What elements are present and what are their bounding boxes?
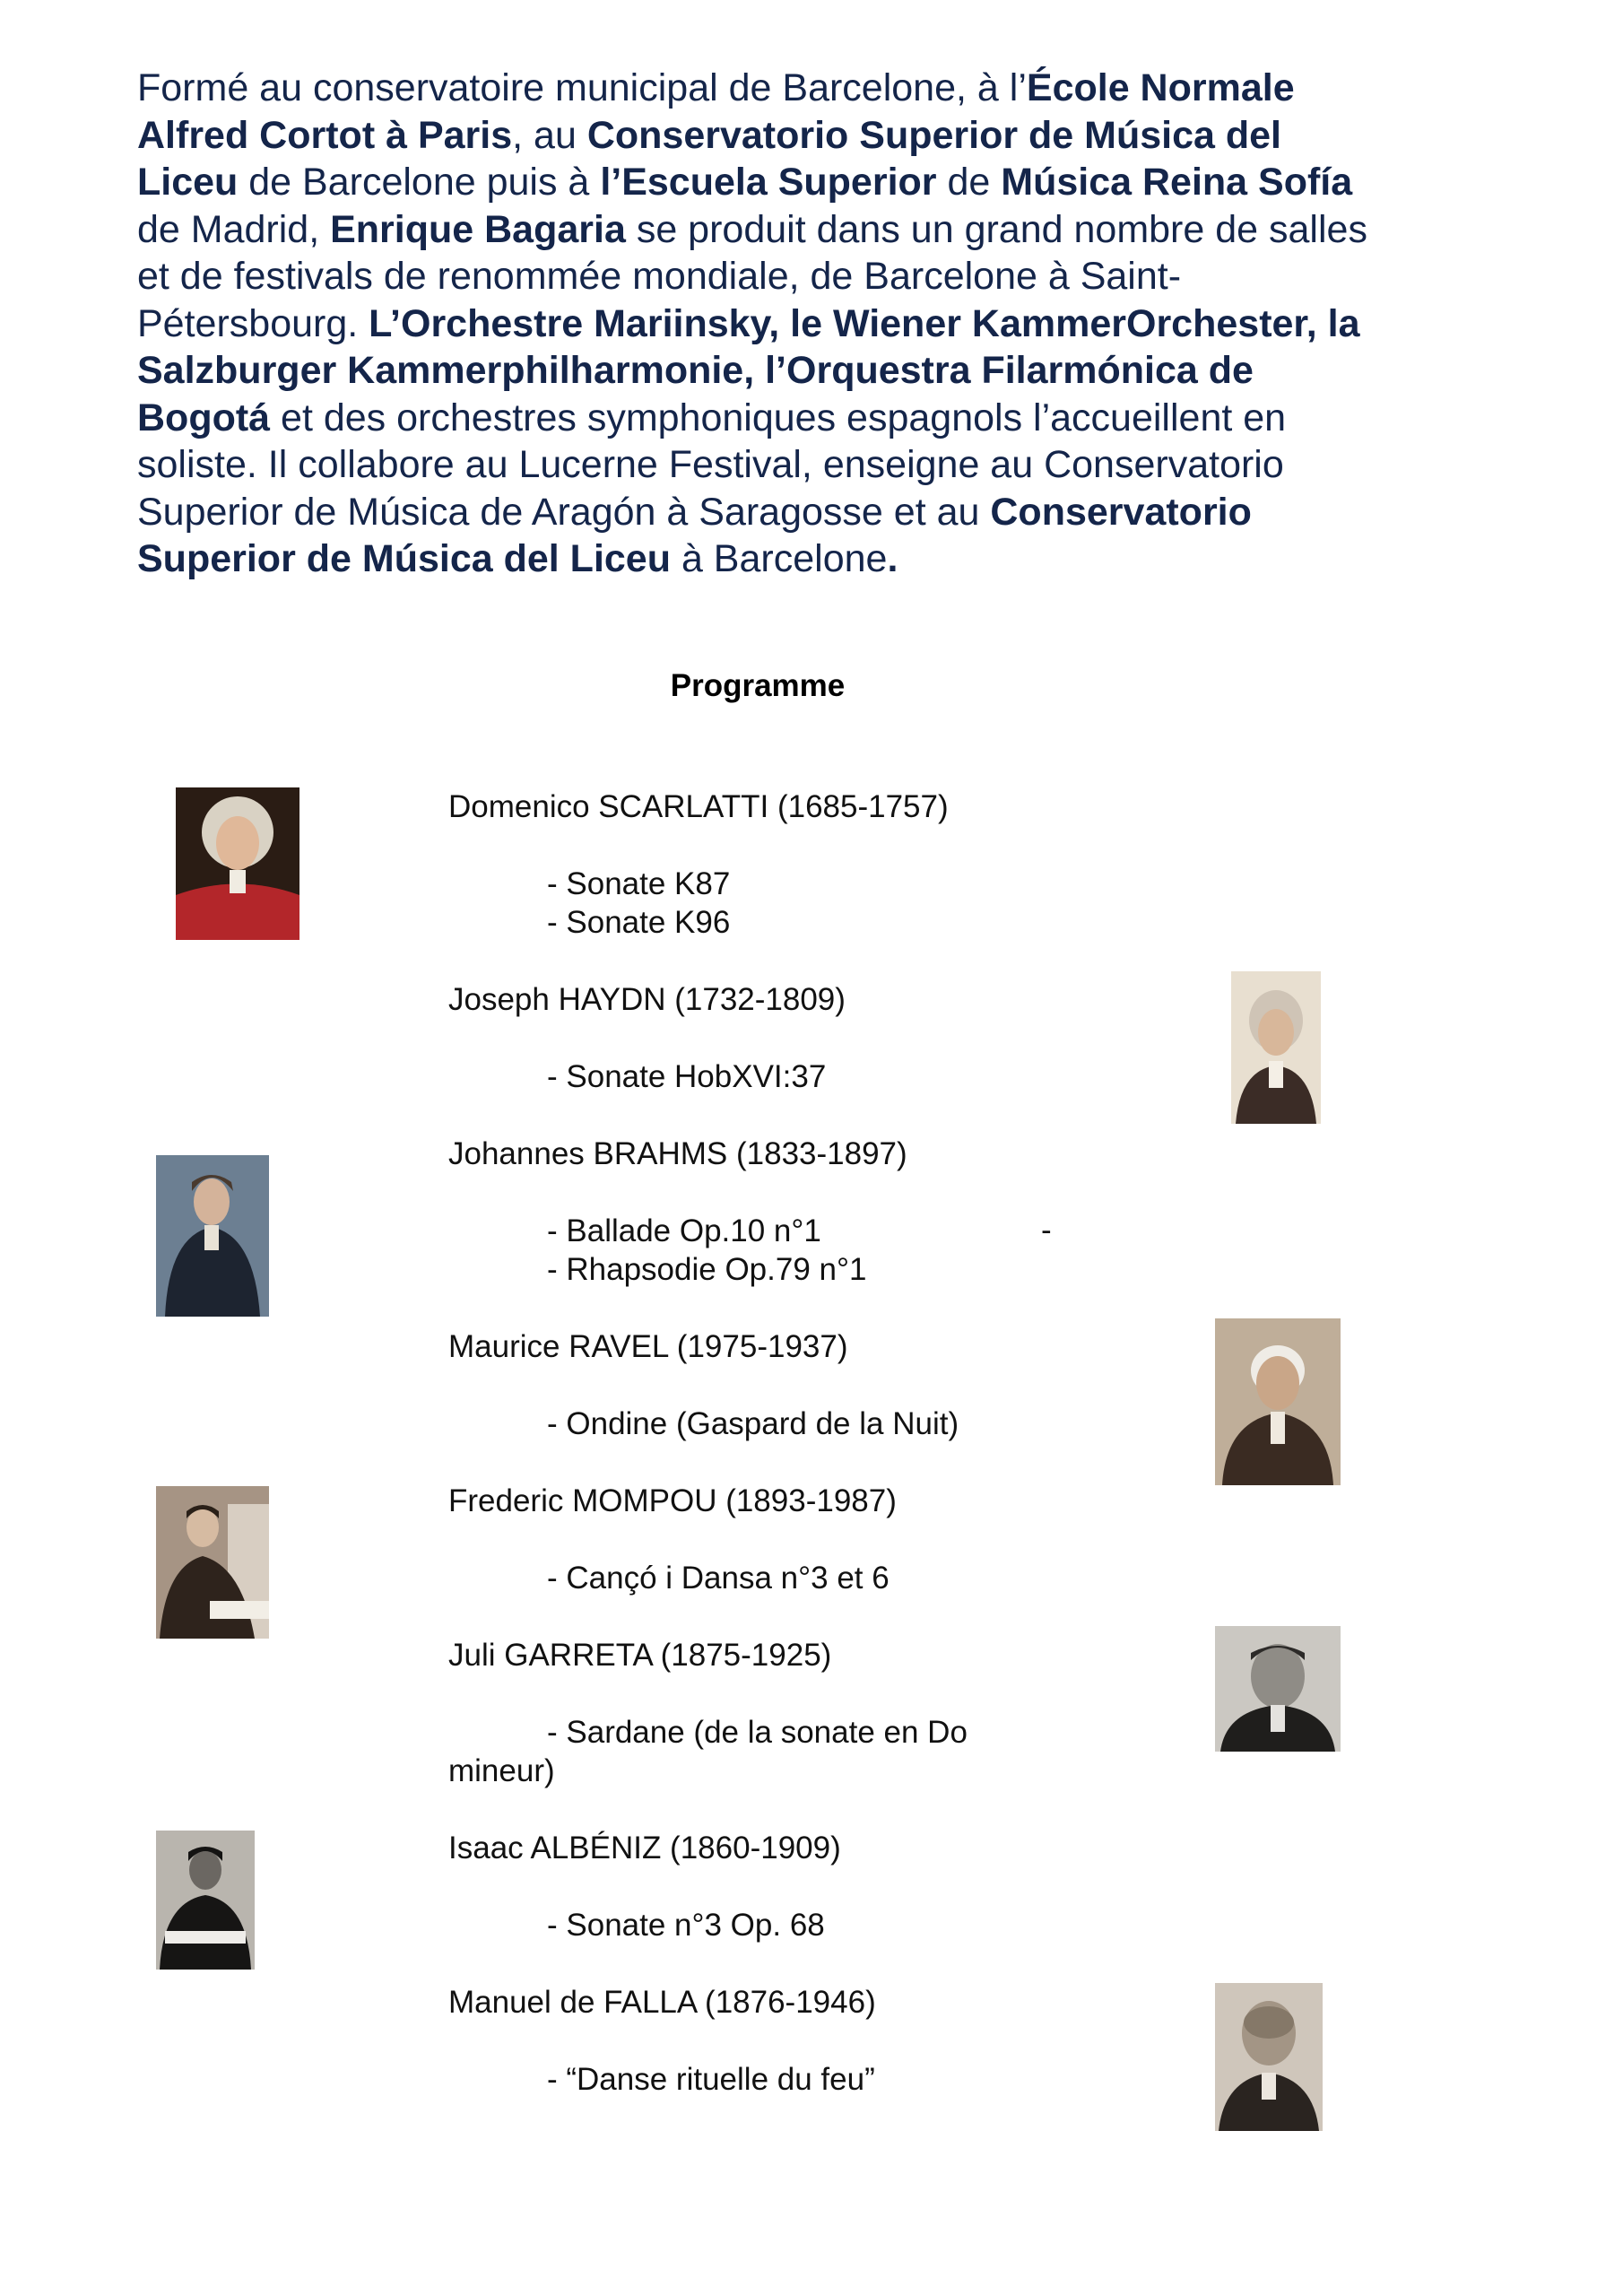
composer-entry xyxy=(448,1636,1345,1829)
bio-text: de Barcelone puis à xyxy=(238,161,601,204)
bio-bold: L’Orchestre Mariinsky, le Wiener KammerOrchester, la Salzburger Kammerphilharmonie, l’Orquestra Filarmónica de Bogotá xyxy=(137,301,1360,439)
brahms-portrait xyxy=(156,1155,269,1317)
falla-portrait xyxy=(1215,1983,1323,2131)
scarlatti-portrait xyxy=(176,787,299,940)
composer-entry xyxy=(448,980,1345,1135)
programme-list xyxy=(448,787,1345,2099)
composer-entry xyxy=(448,1482,1345,1636)
composer-entry xyxy=(448,1327,1345,1482)
composer-name: Maurice RAVEL (1975-1937) xyxy=(448,1329,848,1364)
piece-title: - Sonate n°3 Op. 68 xyxy=(547,1908,825,1943)
composer-name: Manuel de FALLA (1876-1946) xyxy=(448,1985,876,2020)
composer-entry xyxy=(448,787,1345,980)
piece-title: - Cançó i Dansa n°3 et 6 xyxy=(547,1561,890,1596)
piece-title: - Sonate K96 xyxy=(547,905,731,940)
bio-bold: Conservatorio Superior de Música del Liceu xyxy=(137,113,1282,204)
bio-text: à Barcelone xyxy=(671,537,888,580)
bio-text: se produit dans un grand nombre de salles et de festivals de renommée mondiale, de Barcelone à Saint-Pétersbourg. xyxy=(137,207,1367,345)
composer-name: Joseph HAYDN (1732-1809) xyxy=(448,982,846,1017)
composer-entry xyxy=(448,1829,1345,1983)
biography-paragraph xyxy=(137,65,1393,583)
bio-bold: École Normale Alfred Cortot à Paris xyxy=(137,66,1295,157)
stray-dash: - xyxy=(1041,1213,1052,1248)
haydn-portrait xyxy=(1231,971,1321,1124)
bio-bold: Enrique Bagaria xyxy=(330,207,626,251)
garreta-portrait xyxy=(1215,1626,1341,1752)
piece-title: - Sonate K87 xyxy=(547,866,731,901)
bio-text: , au xyxy=(512,113,587,157)
bio-text: et des orchestres symphoniques espagnols l’accueillent en soliste. Il collabore au Lucerne Festival, enseigne au Conservatorio Superior de Música de Aragón à Saragosse et au xyxy=(137,396,1287,534)
composer-name: Juli GARRETA (1875-1925) xyxy=(448,1638,832,1673)
composer-entry xyxy=(448,1983,1345,2099)
bio-bold: l’Escuela Superior xyxy=(600,161,937,204)
bio-text: Formé au conservatoire municipal de Barcelone, à l’ xyxy=(137,66,1027,109)
bio-bold: . xyxy=(887,537,898,580)
bio-text: de Madrid, xyxy=(137,207,331,251)
bio-bold: Música Reina Sofía xyxy=(1001,161,1353,204)
piece-title: - Sonate HobXVI:37 xyxy=(547,1059,827,1094)
piece-title-continued: mineur) xyxy=(448,1753,555,1788)
composer-name: Isaac ALBÉNIZ (1860-1909) xyxy=(448,1831,841,1866)
piece-title: - Sardane (de la sonate en Do xyxy=(547,1715,968,1750)
piece-title: - “Danse rituelle du feu” xyxy=(547,2062,875,2097)
composer-name: Frederic MOMPOU (1893-1987) xyxy=(448,1483,897,1518)
programme-title: Programme xyxy=(670,668,846,703)
albeniz-portrait xyxy=(156,1831,255,1970)
composer-name: Johannes BRAHMS (1833-1897) xyxy=(448,1136,907,1171)
piece-title: - Rhapsodie Op.79 n°1 xyxy=(547,1252,867,1287)
composer-name: Domenico SCARLATTI (1685-1757) xyxy=(448,789,949,824)
bio-text: de xyxy=(936,161,1002,204)
bio-bold: Conservatorio Superior de Música del Liceu xyxy=(137,490,1252,580)
mompou-portrait xyxy=(156,1486,269,1639)
ravel-portrait xyxy=(1215,1318,1341,1485)
piece-title: - Ondine (Gaspard de la Nuit) xyxy=(547,1406,959,1441)
composer-entry xyxy=(448,1135,1345,1327)
piece-title: - Ballade Op.10 n°1 xyxy=(547,1213,821,1248)
